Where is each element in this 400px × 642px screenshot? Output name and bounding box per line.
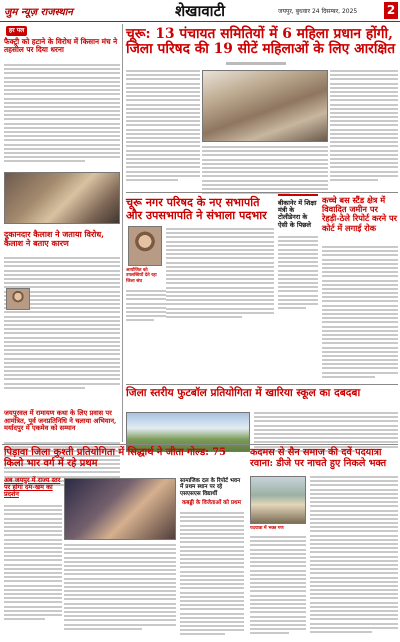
page-number: 2 [384, 2, 398, 19]
wrestling-headline: पिड़ावा जिला कुश्ती प्रतियोगिता में सिद्धार्थ ने जीता गोल्ड: 75 किलो भार वर्ग में रहे प्रथम [4, 447, 226, 469]
main-story-body-col2 [330, 70, 398, 183]
wrestling-body-col1 [4, 505, 62, 622]
bottom-right-headline: कदमस से सैन समाज की दवें पदयात्रा रवाना: डीजे पर नाचते हुए निकले भक्त [250, 447, 387, 469]
newspaper-brand: जुम न्यूज़ राजस्थान [4, 7, 73, 18]
bottom-right-body-col1 [250, 536, 306, 637]
left-story1-headline: फैक्ट्री को हटाने के विरोध में किसान मंच ने तहसील पर दिया धरना [4, 37, 118, 55]
sidebox [278, 194, 318, 318]
divider-2 [126, 384, 398, 385]
bottom-middle-body [180, 512, 244, 638]
football-headline: जिला स्तरीय फुटबॉल प्रतियोगिता में खारिया स्कूल का दबदबा [126, 387, 361, 399]
left-story2-headline: दुकानदार कैलाश ने जताया विरोध, कैलाश ने बताए कारण [4, 229, 105, 249]
mid-story-caption: आयोजित को उपलब्धियों देते रहा जिला संघ [126, 268, 157, 284]
main-story-photo [202, 70, 328, 142]
section-title: शेखावाटी [174, 2, 226, 20]
right-story-body [322, 246, 398, 380]
mid-story-body-lower [126, 290, 166, 324]
main-byline [226, 62, 286, 65]
left-story2-body [4, 257, 120, 391]
bottom-middle-subhead: कबड्डी के विजेताओं को प्रथम [182, 500, 241, 506]
main-story-body-col1 [126, 70, 200, 183]
hour-badge: हर पल [6, 26, 27, 36]
left-story2-portrait [6, 288, 30, 310]
sidebox-headline: बीकानेर में शिक्षा मंत्री के टोलीडेनरा के ऐसी के पिछले [278, 199, 317, 229]
bottom-middle-headline: सामाजिक दल के रिपोर्ट भवन में प्रथम स्थान पर रहे एसएसएस विद्यार्थी [180, 478, 241, 497]
dateline: जयपुर, बुधवार 24 दिसम्बर, 2025 [278, 8, 358, 15]
main-headline: चूरू: 13 पंचायत समितियों में 6 महिला प्रधान होंगी, जिला परिषद की 19 सीटें महिलाओं के लिए आरक्षित [126, 26, 396, 58]
football-photo [126, 412, 250, 452]
mid-story-headline: चूरू नगर परिषद के नए सभापति और उपसभापति ने संभाला पदभार [126, 195, 267, 222]
masthead [0, 0, 400, 22]
divider-1 [126, 192, 398, 193]
main-story-body-col3 [202, 146, 328, 196]
wrestling-subhead: अब जयपुर में राज्य स्तर पर होगा दम-खम का प्रदर्शन [4, 476, 61, 499]
bottom-right-photo [250, 476, 306, 524]
left-story1-body [4, 64, 120, 165]
divider-3 [2, 444, 398, 445]
left-story1-photo [4, 172, 120, 224]
bottom-right-body-col2 [310, 476, 398, 635]
bottom-right-caption: पदयात्रा में भक्त गण [250, 526, 284, 531]
mid-story-body [166, 228, 274, 320]
right-story-headline: कच्चे बस स्टैंड क्षेत्र में विवादित जमीन पर रेहड़ी-ठेले रिपोर्ट करने पर कोर्ट में लगाई रोक [322, 195, 398, 233]
mid-story-portrait [128, 226, 162, 266]
sidebox-body [278, 236, 318, 311]
left-story3-headline: जयपुरवल में रामायण कथा के लिए प्रवास पर आमंत्रित, पूर्व जनप्रतिनिधि ने चलाया अभियान, मर्यादपुर में एकमेव को सम्मान [4, 409, 117, 433]
wrestling-photo [64, 478, 176, 540]
column-divider [122, 24, 123, 442]
wrestling-body-col2 [64, 544, 176, 632]
